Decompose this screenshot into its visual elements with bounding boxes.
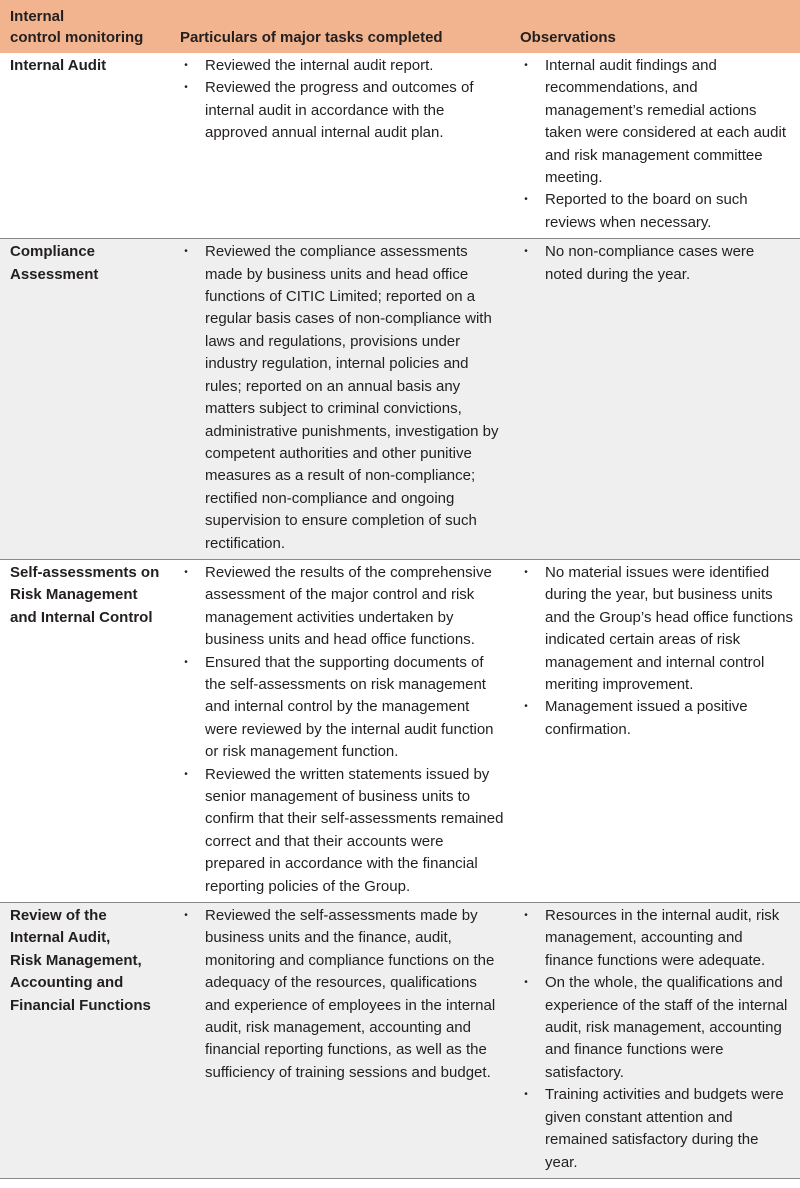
list-item [521,696,794,741]
category-line: Risk Management, [10,951,142,969]
bullet-icon: • [524,60,528,71]
task-text: Reviewed the compliance assessments made by business units and head office functions of CITIC Limited; reported on a regular basis cases of non-compliance with laws and regulations, provisions under industry regulation, internal policies and rules; reported on an annual basis any matters subject to criminal convictions, administrative punishments, investigation by competent authorities and other punitive measures as a result of non-compliance; rectified non-compliance and ongoing supervision to ensure completion of such rectification. [205,243,499,552]
task-text: Reviewed the self-assessments made by business units and the finance, audit, monitoring and compliance functions on the adequacy of the resources, qualifications and experience of employees in the internal audit, risk management, accounting and financial reporting functions, as well as the sufficiency of training sessions and budget. [205,907,496,1081]
category-line: and Internal Control [10,608,153,626]
row-category [0,53,170,239]
observation-text: Management issued a positive confirmation. [545,698,748,738]
list-item [181,77,504,144]
list-item [181,764,504,898]
table-row [0,53,800,239]
table-body [0,53,800,1178]
list-item [521,905,794,972]
row-tasks [170,239,510,560]
bullet-icon: • [524,1089,528,1101]
row-observations [510,239,800,560]
row-tasks [170,53,510,239]
task-text: Reviewed the written statements issued by senior management of business units to confirm that their self-assessments remained correct and that their accounts were prepared in accordance with the financial reporting policies of the Group. [205,765,504,895]
header-col1-line2: control monitoring [10,29,144,46]
category-line: Internal Audit [10,57,107,74]
bullet-icon: • [524,977,528,989]
header-internal-control-monitoring [0,0,170,53]
task-text: Ensured that the supporting documents of the self-assessments on risk management and internal control by the management were reviewed by the internal audit function or risk management function. [205,653,494,761]
observation-text: Training activities and budgets were given constant attention and remained satisfactory during the year. [545,1086,784,1171]
row-tasks [170,559,510,902]
list-item [181,562,504,652]
observation-text: Resources in the internal audit, risk management, accounting and finance functions were adequate. [545,907,780,969]
category-line: Risk Management [10,586,138,604]
task-text: Reviewed the internal audit report. [205,57,434,74]
bullet-icon: • [524,246,528,258]
header-particulars: Particulars of major tasks completed [170,0,510,53]
row-category [0,903,170,1179]
table-row [0,903,800,1179]
bullet-icon: • [184,82,188,94]
task-text: Reviewed the results of the comprehensive assessment of the major control and risk management activities undertaken by business units and head office functions. [205,563,492,649]
header-col1-line1: Internal [10,8,65,25]
bullet-icon: • [524,701,528,713]
row-category [0,239,170,560]
category-line: Assessment [10,265,99,283]
row-observations [510,559,800,902]
category-line: Accounting and [10,974,124,992]
category-line: Compliance [10,243,96,261]
observation-text: No material issues were identified during the year, but business units and the Group’s head office functions indicated certain areas of risk management and internal control meriting improvement. [545,563,793,693]
table-row [0,239,800,560]
bullet-icon: • [184,910,188,922]
list-item [521,1084,794,1174]
list-item [181,905,504,1084]
bullet-icon: • [524,910,528,922]
category-line: Review of the [10,907,107,925]
observation-text: Internal audit findings and recommendations, and management’s remedial actions taken were considered at each audit and risk management committee meeting. [545,57,786,187]
bullet-icon: • [184,656,188,668]
list-item [181,55,504,77]
header-observations: Observations [510,0,800,53]
observation-text: No non-compliance cases were noted during the year. [545,243,755,283]
bullet-icon: • [184,246,188,258]
bullet-icon: • [184,60,188,71]
list-item [521,972,794,1084]
row-category [0,559,170,902]
row-observations [510,903,800,1179]
bullet-icon: • [524,566,528,578]
list-item [521,55,794,189]
observation-text: On the whole, the qualifications and experience of the staff of the internal audit, risk management, accounting and finance functions were satisfactory. [545,974,788,1081]
observation-text: Reported to the board on such reviews when necessary. [545,191,748,231]
bullet-icon: • [524,194,528,206]
row-observations [510,53,800,239]
category-line: Self-assessments on [10,563,160,581]
task-text: Reviewed the progress and outcomes of internal audit in accordance with the approved annual internal audit plan. [205,79,474,142]
row-tasks [170,903,510,1179]
category-line: Financial Functions [10,996,151,1014]
table-row [0,559,800,902]
list-item [521,562,794,696]
bullet-icon: • [184,768,188,780]
bullet-icon: • [184,566,188,578]
list-item [181,652,504,764]
category-line: Internal Audit, [10,929,111,947]
list-item [181,241,504,555]
list-item [521,241,794,286]
list-item [521,189,794,234]
table-header-row [0,0,800,53]
